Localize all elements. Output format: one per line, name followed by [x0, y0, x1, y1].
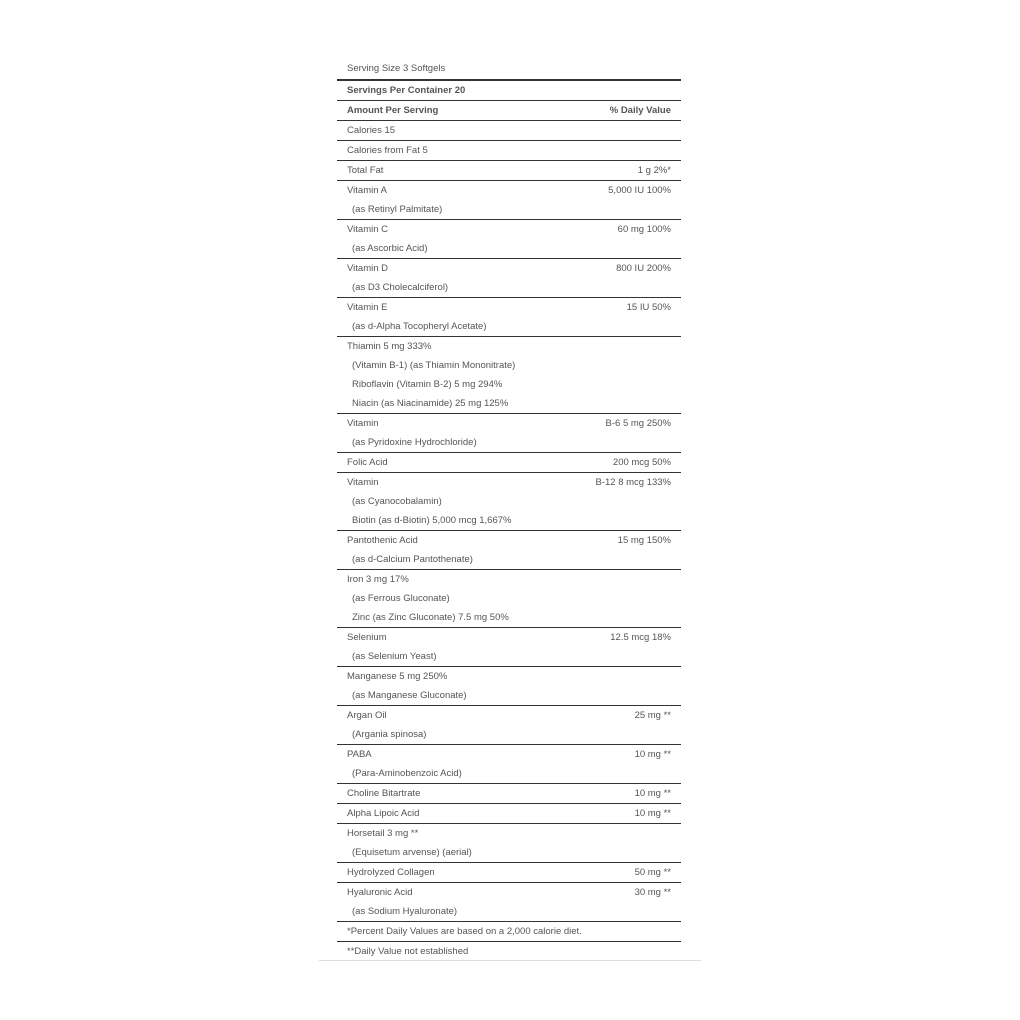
nutrient-name: Hyaluronic Acid	[347, 887, 413, 898]
nutrient-subline	[337, 433, 681, 452]
nutrient-amount: 12.5 mcg 18%	[610, 632, 671, 643]
nutrient-row	[337, 863, 681, 882]
nutrient-amount: 15 IU 50%	[626, 302, 671, 313]
nutrient-amount: 25 mg **	[634, 710, 671, 721]
nutrient-name: Hydrolyzed Collagen	[347, 867, 435, 878]
nutrient-amount: 5,000 IU 100%	[608, 185, 671, 196]
nutrient-subline	[337, 511, 681, 530]
nutrient-name: (as d-Alpha Tocopheryl Acetate)	[352, 321, 487, 332]
nutrient-row	[337, 745, 681, 764]
nutrient-name: Alpha Lipoic Acid	[347, 808, 420, 819]
nutrient-subline	[337, 356, 681, 375]
nutrient-amount: 200 mcg 50%	[612, 457, 671, 468]
nutrient-row	[337, 141, 681, 160]
nutrient-row	[337, 628, 681, 647]
nutrient-name: (Equisetum arvense) (aerial)	[352, 847, 472, 858]
nutrient-name: Riboflavin (Vitamin B-2) 5 mg 294%	[352, 379, 503, 390]
nutrient-name: (as Selenium Yeast)	[352, 651, 437, 662]
nutrient-name: Folic Acid	[347, 457, 388, 468]
nutrient-name: Argan Oil	[347, 710, 387, 721]
nutrient-name: (as D3 Cholecalciferol)	[352, 282, 449, 293]
nutrient-name: Vitamin C	[347, 224, 389, 235]
nutrient-row	[337, 824, 681, 843]
amount-per-serving-header: Amount Per Serving	[347, 105, 439, 116]
nutrient-subline	[337, 647, 681, 666]
daily-value-header: % Daily Value	[609, 105, 671, 116]
nutrient-row	[337, 804, 681, 823]
nutrient-subline	[337, 278, 681, 297]
nutrient-subline	[337, 375, 681, 394]
nutrient-name: Vitamin D	[347, 263, 389, 274]
serving-size: Serving Size 3 Softgels	[347, 63, 446, 74]
nutrient-row	[337, 570, 681, 589]
nutrient-row	[337, 667, 681, 686]
supplement-facts-table	[337, 59, 681, 961]
nutrient-name: Total Fat	[347, 165, 384, 176]
nutrient-name: (as Cyanocobalamin)	[352, 496, 442, 507]
nutrient-name: Vitamin E	[347, 302, 388, 313]
nutrient-subline	[337, 686, 681, 705]
nutrient-subline	[337, 843, 681, 862]
nutrient-subline	[337, 589, 681, 608]
nutrient-name: Vitamin	[347, 477, 379, 488]
nutrient-row	[337, 220, 681, 239]
nutrient-amount: B-12 8 mcg 133%	[595, 477, 671, 488]
nutrient-name: Horsetail 3 mg **	[347, 828, 419, 839]
nutrient-name: (as Sodium Hyaluronate)	[352, 906, 458, 917]
nutrient-name: Zinc (as Zinc Gluconate) 7.5 mg 50%	[352, 612, 509, 623]
nutrient-name: Niacin (as Niacinamide) 25 mg 125%	[352, 398, 509, 409]
nutrient-row	[337, 414, 681, 433]
nutrient-name: PABA	[347, 749, 372, 760]
nutrient-subline	[337, 492, 681, 511]
nutrient-amount: 50 mg **	[634, 867, 671, 878]
nutrient-name: Calories 15	[347, 125, 396, 136]
nutrient-row	[337, 161, 681, 180]
nutrient-row	[337, 531, 681, 550]
nutrient-row	[337, 453, 681, 472]
nutrient-name: (as Ascorbic Acid)	[352, 243, 428, 254]
nutrient-name: Vitamin A	[347, 185, 387, 196]
nutrient-name: Calories from Fat 5	[347, 145, 428, 156]
nutrient-row	[337, 883, 681, 902]
nutrient-name: (as Retinyl Palmitate)	[352, 204, 443, 215]
nutrient-name: Manganese 5 mg 250%	[347, 671, 448, 682]
nutrient-name: Biotin (as d-Biotin) 5,000 mcg 1,667%	[352, 515, 512, 526]
nutrient-subline	[337, 239, 681, 258]
nutrient-row	[337, 784, 681, 803]
nutrient-name: Selenium	[347, 632, 387, 643]
nutrient-amount: 15 mg 150%	[617, 535, 671, 546]
nutrient-row	[337, 259, 681, 278]
nutrient-name: Pantothenic Acid	[347, 535, 418, 546]
nutrient-name: (Para-Aminobenzoic Acid)	[352, 768, 462, 779]
nutrient-amount: 60 mg 100%	[617, 224, 671, 235]
nutrient-subline	[337, 902, 681, 921]
nutrient-subline	[337, 608, 681, 627]
nutrient-amount: 800 IU 200%	[616, 263, 671, 274]
nutrient-row	[337, 298, 681, 317]
serving-size-row	[337, 59, 681, 79]
nutrient-name: (as Manganese Gluconate)	[352, 690, 467, 701]
nutrient-amount: 10 mg **	[634, 788, 671, 799]
nutrient-amount: B-6 5 mg 250%	[605, 418, 671, 429]
nutrient-row	[337, 922, 681, 941]
servings-per-container: Servings Per Container 20	[347, 85, 466, 96]
nutrient-amount: 1 g 2%*	[637, 165, 671, 176]
nutrient-name: (as Ferrous Gluconate)	[352, 593, 450, 604]
nutrient-name: (as Pyridoxine Hydrochloride)	[352, 437, 477, 448]
servings-per-container-row	[337, 81, 681, 100]
nutrient-name: *Percent Daily Values are based on a 2,000 calorie diet.	[347, 926, 582, 937]
nutrient-subline	[337, 200, 681, 219]
nutrient-amount: 30 mg **	[634, 887, 671, 898]
nutrient-row	[337, 337, 681, 356]
nutrient-name: (as d-Calcium Pantothenate)	[352, 554, 473, 565]
nutrient-subline	[337, 394, 681, 413]
nutrient-list	[337, 121, 681, 961]
header-row	[337, 101, 681, 120]
nutrient-row	[337, 181, 681, 200]
nutrient-amount: 10 mg **	[634, 749, 671, 760]
nutrient-row	[337, 706, 681, 725]
nutrient-subline	[337, 550, 681, 569]
nutrient-name: **Daily Value not established	[347, 946, 469, 957]
nutrient-name: Thiamin 5 mg 333%	[347, 341, 432, 352]
nutrient-row	[337, 121, 681, 140]
nutrient-name: (Argania spinosa)	[352, 729, 427, 740]
nutrient-name: (Vitamin B-1) (as Thiamin Mononitrate)	[352, 360, 516, 371]
nutrient-subline	[337, 725, 681, 744]
nutrient-name: Choline Bitartrate	[347, 788, 421, 799]
bottom-divider	[319, 960, 701, 961]
nutrient-amount: 10 mg **	[634, 808, 671, 819]
nutrient-row	[337, 473, 681, 492]
nutrient-name: Vitamin	[347, 418, 379, 429]
nutrient-subline	[337, 317, 681, 336]
nutrient-subline	[337, 764, 681, 783]
nutrient-name: Iron 3 mg 17%	[347, 574, 409, 585]
nutrient-row	[337, 942, 681, 961]
